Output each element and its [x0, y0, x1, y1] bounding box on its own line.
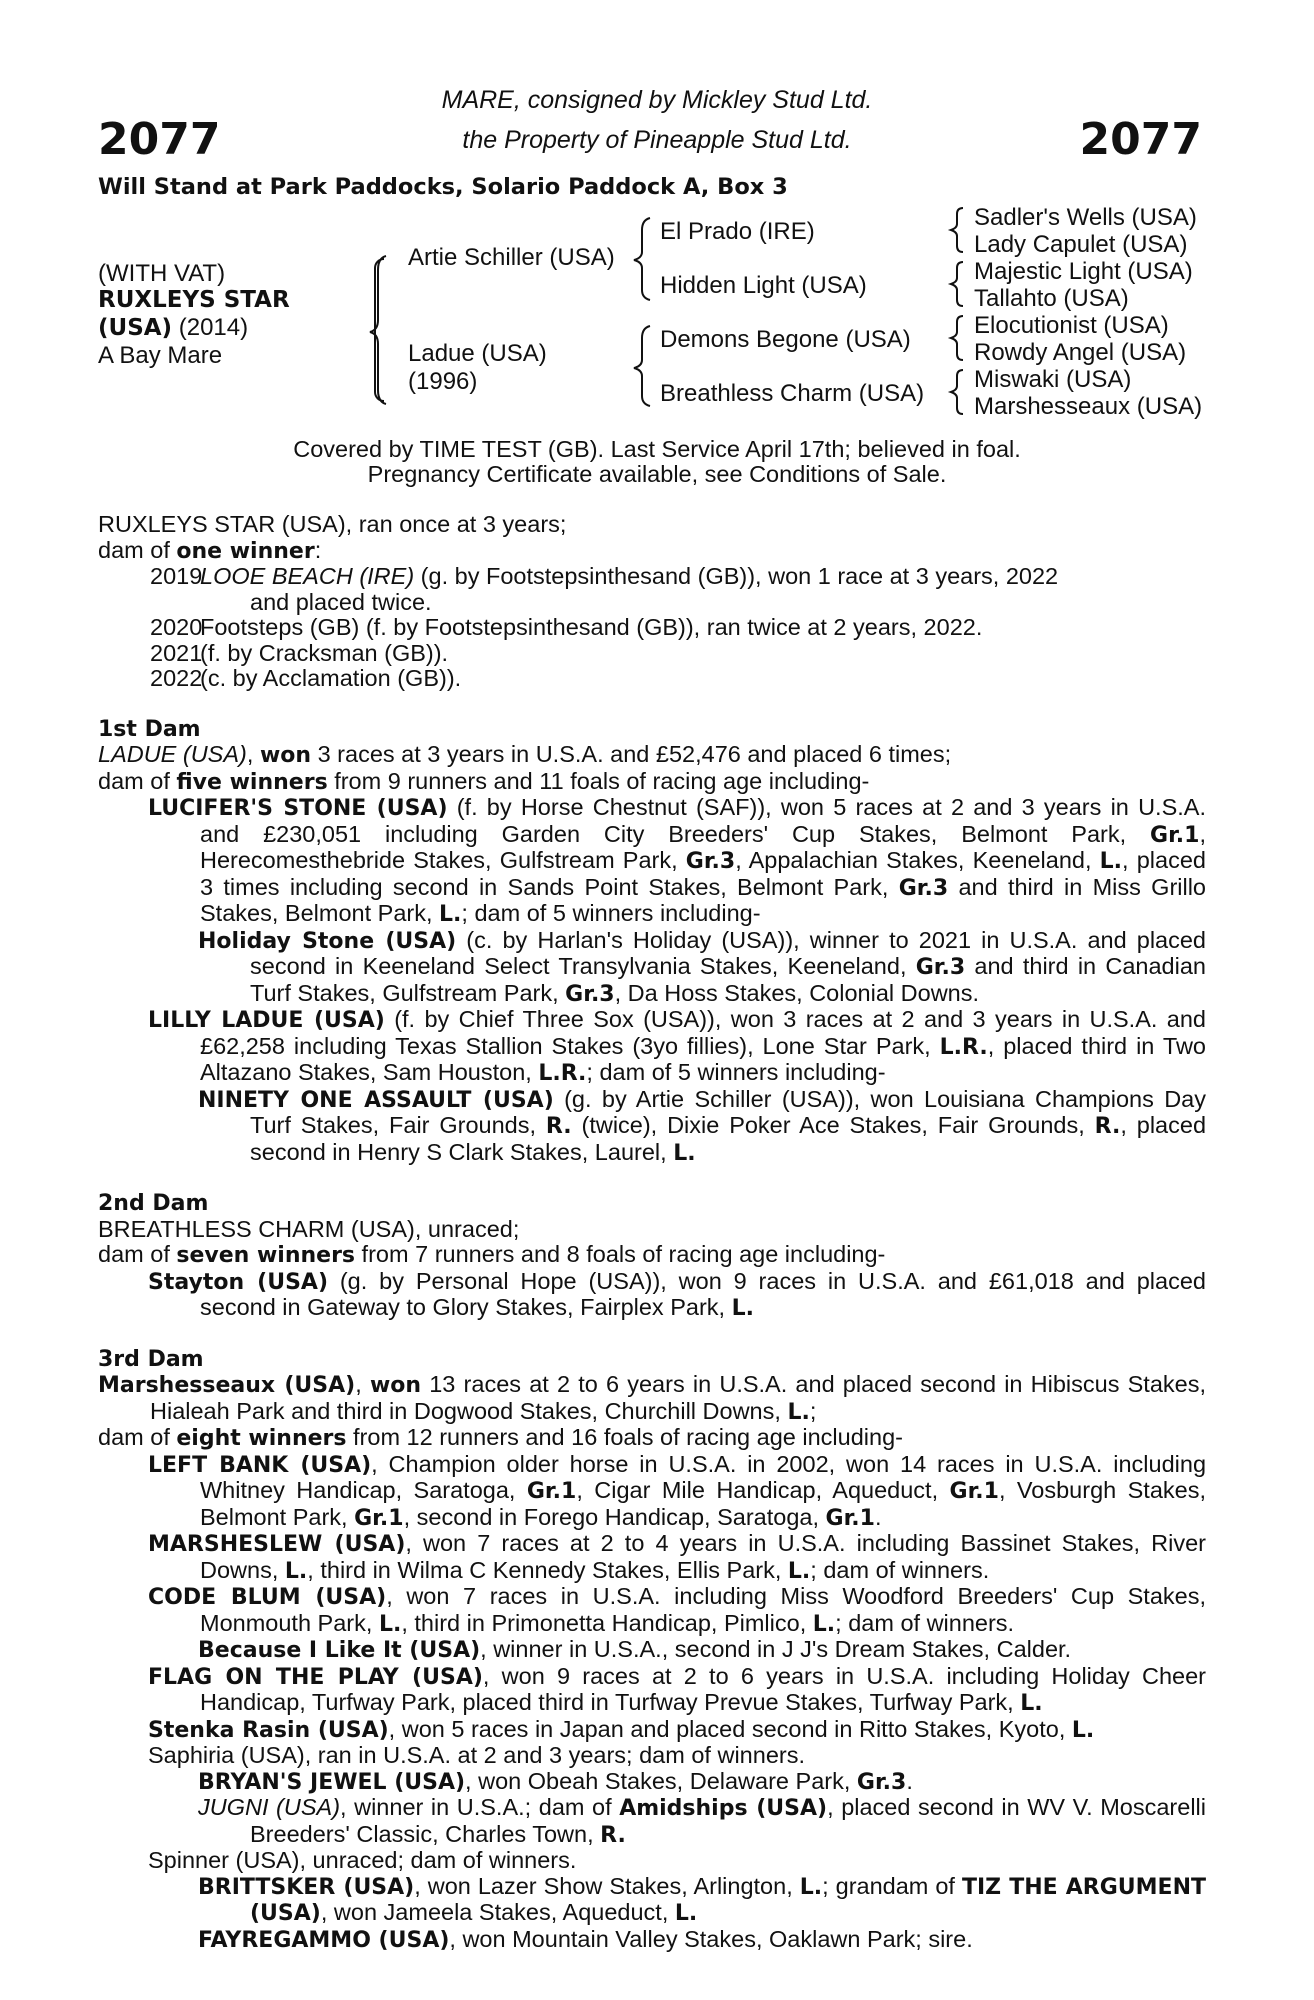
produce-name: LOOE BEACH (IRE): [200, 563, 415, 589]
produce-year: 2019: [150, 563, 203, 589]
produce-year: 2022: [150, 665, 203, 691]
sire-of-dam: Demons Begone (USA): [660, 326, 911, 353]
stand-location: Will Stand at Park Paddocks, Solario Paddock A, Box 3: [98, 174, 788, 200]
progeny-entry: Stenka Rasin (USA), won 5 races in Japan and placed second in Ritto Stakes, Kyoto, L.: [148, 1715, 1095, 1743]
property-line: the Property of Pineapple Stud Ltd.: [462, 126, 852, 154]
produce-row: 2020 Footsteps (GB) (f. by Footstepsinthesand (GB)), ran twice at 2 years, 2022.: [98, 615, 1206, 641]
ancestor-dds: Miswaki (USA): [974, 366, 1132, 393]
progeny-entry: Holiday Stone (USA) (c. by Harlan's Holiday (USA)), winner to 2021 in U.S.A. and placed second in Keeneland Select Transylvania Stakes, Keeneland, Gr.3 and third in Canadian Turf Stakes, Gulfstream Park, Gr.3, Da Hoss Stakes, Colonial Downs.: [198, 926, 1206, 1007]
consignor-line: MARE, consigned by Mickley Stud Ltd.: [441, 86, 873, 114]
progeny-entry: LILLY LADUE (USA) (f. by Chief Three Sox (USA)), won 3 races at 2 and 3 years in U.S.A. and £62,258 including Texas Stallion Stakes (3yo fillies), Lone Star Park, L.R., placed third in Two Altazano Stakes, Sam Houston, L.R.; dam of 5 winners including-: [148, 1006, 1207, 1086]
progeny-entry: Because I Like It (USA), winner in U.S.A., second in J J's Dream Stakes, Calder.: [198, 1636, 1072, 1663]
produce-row: 2022 (c. by Acclamation (GB)).: [98, 666, 1206, 692]
progeny-entry: JUGNI (USA), winner in U.S.A.; dam of Amidships (USA), placed second in WV V. Moscarelli Breeders' Classic, Charles Town, R.: [198, 1794, 1206, 1848]
progeny-entry: Saphiria (USA), ran in U.S.A. at 2 and 3 years; dam of winners.: [148, 1742, 805, 1768]
first-dam-record: LADUE (USA), won 3 races at 3 years in U.S.A. and £52,476 and placed 6 times;: [98, 741, 952, 768]
dam-name: Ladue (USA): [408, 340, 547, 367]
first-dam-heading: 1st Dam: [98, 716, 201, 742]
ancestor-dsd: Rowdy Angel (USA): [974, 339, 1187, 366]
progeny-entry: CODE BLUM (USA), won 7 races in U.S.A. including Miss Woodford Breeders' Cup Stakes, Monmouth Park, L., third in Primonetta Handicap, Pimlico, L.; dam of winners.: [148, 1583, 1206, 1637]
produce-row: 2019 LOOE BEACH (IRE) (g. by Footstepsinthesand (GB)), won 1 race at 3 years, 2022 and placed twice.: [98, 564, 1206, 615]
progeny-entry: MARSHESLEW (USA), won 7 races at 2 to 4 years in U.S.A. including Bassinet Stakes, River Downs, L., third in Wilma C Kennedy Stakes, Ellis Park, L.; dam of winners.: [148, 1530, 1206, 1584]
produce-year: 2021: [150, 639, 203, 666]
second-dam-heading: 2nd Dam: [98, 1191, 209, 1216]
third-dam-heading: 3rd Dam: [98, 1346, 204, 1372]
horse-year: (2014): [172, 314, 249, 341]
sire-of-sire: El Prado (IRE): [660, 218, 815, 245]
covering-info: Covered by TIME TEST (GB). Last Service April 17th; believed in foal.: [293, 436, 1021, 462]
horse-description: A Bay Mare: [98, 342, 223, 369]
progeny-entry: BRYAN'S JEWEL (USA), won Obeah Stakes, Delaware Park, Gr.3.: [198, 1767, 913, 1795]
horse-name: RUXLEYS STAR: [98, 287, 290, 313]
dam-of-dam: Breathless Charm (USA): [660, 380, 925, 407]
ancestor-ssd: Lady Capulet (USA): [974, 231, 1188, 258]
dam-of-sire: Hidden Light (USA): [660, 272, 867, 299]
horse-country: (USA): [98, 315, 173, 341]
progeny-entry: Spinner (USA), unraced; dam of winners.: [148, 1847, 577, 1873]
produce-year: 2020: [150, 614, 203, 640]
progeny-entry: LEFT BANK (USA), Champion older horse in U.S.A. in 2002, won 14 races in U.S.A. including Whitney Handicap, Saratoga, Gr.1, Cigar Mile Handicap, Aqueduct, Gr.1, Vosburgh Stakes, Belmont Park, Gr.1, second in Forego Handicap, Saratoga, Gr.1.: [148, 1450, 1207, 1531]
progeny-entry: Stayton (USA) (g. by Personal Hope (USA)), won 9 races in U.S.A. and £61,018 and placed second in Gateway to Glory Stakes, Fairplex Park, L.: [148, 1267, 1206, 1321]
lot-number-right: 2077: [1079, 114, 1202, 165]
vat-label: (WITH VAT): [98, 260, 226, 287]
progeny-entry: FAYREGAMMO (USA), won Mountain Valley Stakes, Oaklawn Park; sire.: [198, 1925, 973, 1953]
second-dam-produce: dam of seven winners from 7 runners and 8 foals of racing age including-: [98, 1241, 886, 1268]
progeny-entry: BRITTSKER (USA), won Lazer Show Stakes, Arlington, L.; grandam of TIZ THE ARGUMENT (USA), won Jameela Stakes, Aqueduct, L.: [198, 1872, 1207, 1926]
sire-name: Artie Schiller (USA): [408, 244, 615, 271]
ancestor-dss: Elocutionist (USA): [974, 312, 1169, 339]
produce-row: 2021 (f. by Cracksman (GB)).: [98, 641, 1206, 667]
pregnancy-certificate: Pregnancy Certificate available, see Conditions of Sale.: [367, 461, 947, 487]
mare-race-record: RUXLEYS STAR (USA), ran once at 3 years;: [98, 511, 567, 537]
progeny-entry: LUCIFER'S STONE (USA) (f. by Horse Chestnut (SAF)), won 5 races at 2 and 3 years in U.S.A. and £230,051 including Garden City Breeders' Cup Stakes, Belmont Park, Gr.1, Herecomesthebride Stakes, Gulfstream Park, Gr.3, Appalachian Stakes, Keeneland, L., placed 3 times including second in Sands Point Stakes, Belmont Park, Gr.3 and third in Miss Grillo Stakes, Belmont Park, L.; dam of 5 winners including-: [148, 794, 1206, 927]
progeny-entry: FLAG ON THE PLAY (USA), won 9 races at 2 to 6 years in U.S.A. including Holiday Cheer Handicap, Turfway Park, placed third in Turfway Prevue Stakes, Turfway Park, L.: [148, 1662, 1207, 1716]
ancestor-sdd: Tallahto (USA): [974, 285, 1129, 312]
third-dam-record: Marshesseaux (USA), won 13 races at 2 to 6 years in U.S.A. and placed second in Hibiscus Stakes, Hialeah Park and third in Dogwood Stakes, Churchill Downs, L.;: [98, 1371, 1207, 1425]
progeny-entry: NINETY ONE ASSAULT (USA) (g. by Artie Schiller (USA)), won Louisiana Champions Day Turf Stakes, Fair Grounds, R. (twice), Dixie Poker Ace Stakes, Fair Grounds, R., placed second in Henry S Clark Stakes, Laurel, L.: [198, 1085, 1207, 1166]
ancestor-ddd: Marshesseaux (USA): [974, 393, 1203, 420]
third-dam-produce: dam of eight winners from 12 runners and 16 foals of racing age including-: [98, 1424, 903, 1451]
second-dam-record: BREATHLESS CHARM (USA), unraced;: [98, 1215, 520, 1242]
ancestor-sds: Majestic Light (USA): [974, 258, 1193, 285]
first-dam-produce: dam of five winners from 9 runners and 11 foals of racing age including-: [98, 767, 870, 795]
dam-foaled: (1996): [408, 368, 478, 395]
catalogue-body: [98, 512, 1206, 1953]
mare-produce-summary: dam of one winner:: [98, 536, 322, 564]
ancestor-sss: Sadler's Wells (USA): [974, 204, 1197, 231]
lot-number-left: 2077: [98, 114, 221, 165]
